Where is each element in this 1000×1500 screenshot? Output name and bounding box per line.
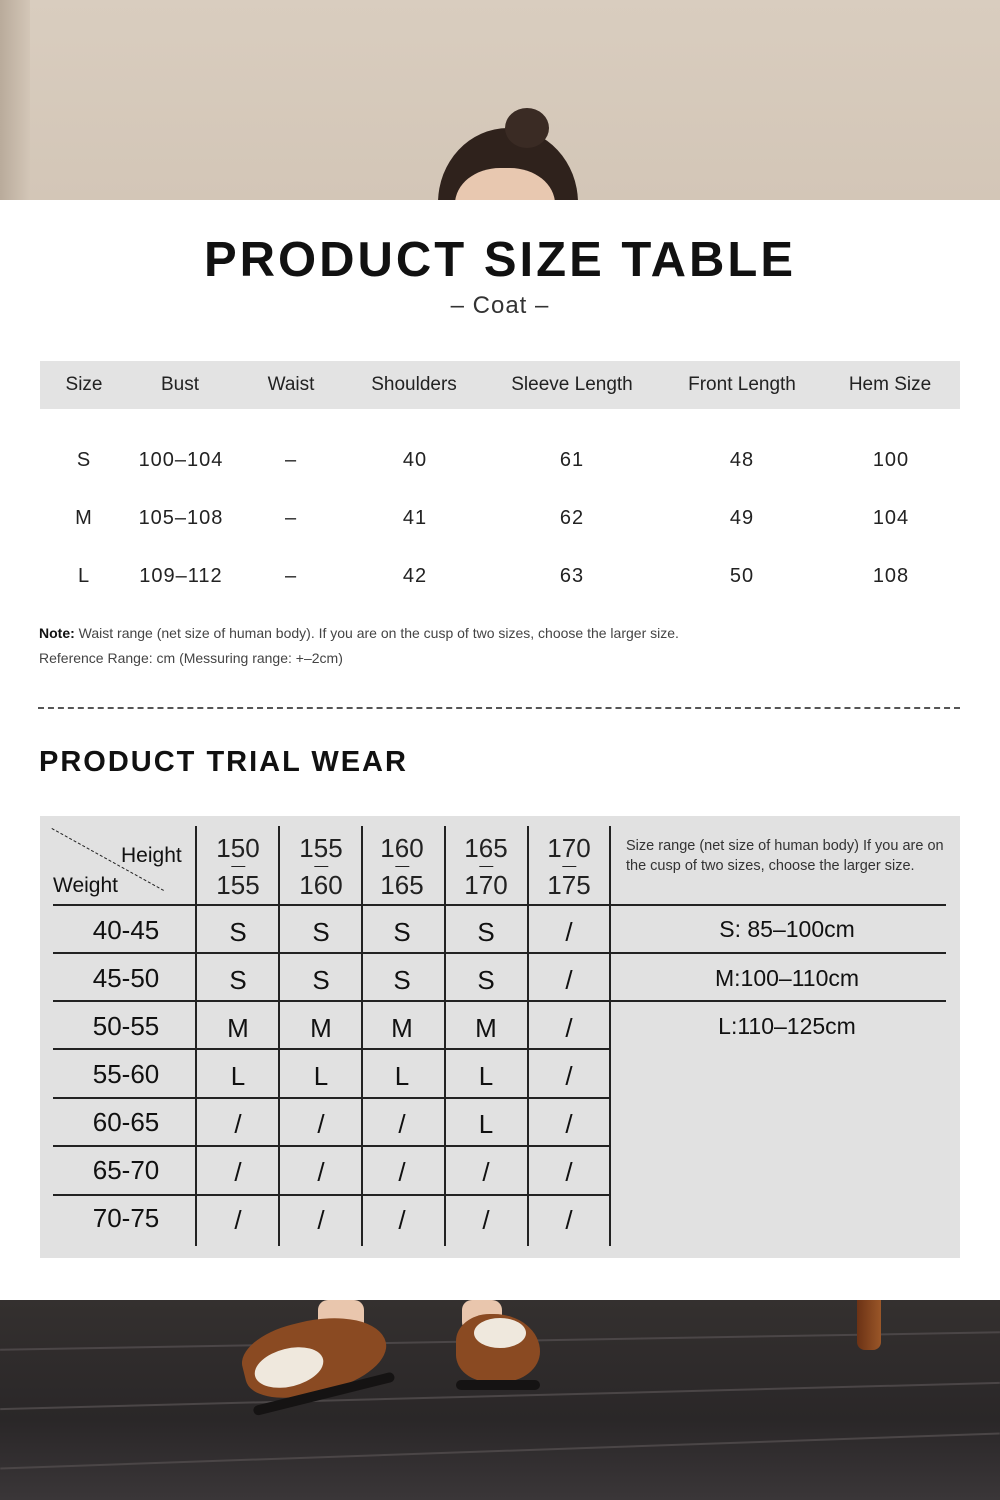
cell-hem-size: 108 [872,565,910,587]
size-cell: M [227,1013,249,1043]
header-front-length: Front Length [688,374,796,395]
grid-line [53,1048,610,1050]
cell-front-length: 50 [729,565,755,587]
size-cell: M [310,1013,332,1043]
cell-sleeve-length: 62 [559,507,585,529]
weight-label: 60-65 [92,1107,160,1137]
right-shoe [456,1314,540,1382]
height-bar [479,866,493,867]
size-cell: / [565,1109,573,1139]
grid-line [609,826,611,1246]
height-bottom: 170 [464,870,508,900]
note-text: Waist range (net size of human body). If you are on the cusp of two sizes, choose the larger size. [74,625,679,641]
weight-label: 40-45 [92,915,160,945]
range-s: S: 85–100cm [719,916,855,942]
size-cell: S [312,965,330,995]
height-header [547,830,590,904]
grid-line [53,904,946,906]
header-size: Size [65,374,103,395]
height-bottom: 165 [380,870,424,900]
trial-wear-title: PRODUCT TRIAL WEAR [39,746,408,778]
size-cell: / [565,1157,573,1187]
left-shoe [235,1304,393,1409]
top-photo [0,0,1000,200]
size-cell: S [312,917,330,947]
size-cell: L [394,1061,410,1091]
weight-label: 65-70 [92,1155,160,1185]
floor-plank [0,1433,999,1470]
corner-weight-label: Weight [53,874,118,897]
size-cell: / [482,1157,490,1187]
size-cell: M [391,1013,413,1043]
height-bar [314,866,328,867]
height-header [216,830,259,904]
header-waist: Waist [267,374,315,395]
reference-range: Reference Range: cm (Messuring range: +–2cm) [39,650,343,666]
size-cell: / [398,1157,406,1187]
cell-shoulders: 40 [402,449,428,471]
size-range-note: Size range (net size of human body) If you are on the cusp of two sizes, choose the larger size. [626,838,944,874]
height-bar [562,866,576,867]
note-label: Note: [39,625,75,641]
size-cell: / [565,917,573,947]
cell-waist: – [284,449,298,471]
table-row [0,556,1000,596]
height-bottom: 160 [299,870,343,900]
height-top: 160 [380,833,424,863]
size-cell: S [393,917,411,947]
table-row [0,498,1000,538]
size-cell: / [317,1205,325,1235]
height-top: 155 [299,833,343,863]
cell-size: L [77,565,91,587]
grid-line [53,1194,610,1196]
size-cell: / [482,1205,490,1235]
corner-height-label: Height [121,844,182,867]
size-cell: / [565,1205,573,1235]
grid-line [444,826,446,1246]
range-m: M:100–110cm [714,965,860,991]
size-cell: / [398,1109,406,1139]
size-cell: / [565,965,573,995]
cell-waist: – [284,507,298,529]
height-bottom: 155 [216,870,260,900]
header-shoulders: Shoulders [371,374,457,395]
model-hair-bun [505,108,549,148]
size-cell: / [398,1205,406,1235]
size-note [39,625,679,641]
grid-line [195,826,197,1246]
cell-sleeve-length: 61 [559,449,585,471]
grid-line [53,952,946,954]
size-cell: L [478,1061,494,1091]
header-bust: Bust [160,374,200,395]
page-subtitle: – Coat – [450,292,550,319]
range-l: L:110–125cm [718,1013,856,1039]
size-cell: S [477,917,495,947]
right-shoe-toe [474,1318,526,1348]
weight-label: 50-55 [92,1011,160,1041]
height-top: 170 [547,833,591,863]
size-cell: / [565,1013,573,1043]
grid-line [527,826,529,1246]
size-cell: / [565,1061,573,1091]
height-top: 165 [464,833,508,863]
section-divider [38,707,960,709]
weight-label: 70-75 [92,1203,160,1233]
height-header [464,830,507,904]
right-shoe-sole [456,1380,540,1390]
page-title: PRODUCT SIZE TABLE [203,233,797,287]
height-header [299,830,342,904]
wall-shadow [0,0,30,200]
size-table-header [40,361,960,409]
size-cell: S [477,965,495,995]
size-cell: L [478,1109,494,1139]
cell-bust: 100–104 [138,449,224,471]
grid-line [361,826,363,1246]
size-cell: / [234,1205,242,1235]
size-cell: S [229,917,247,947]
height-top: 150 [216,833,260,863]
trial-wear-table [40,816,960,1258]
cell-size: M [75,507,93,529]
cell-bust: 105–108 [138,507,224,529]
height-bottom: 175 [547,870,591,900]
size-cell: S [393,965,411,995]
cell-waist: – [284,565,298,587]
size-cell: / [317,1157,325,1187]
weight-label: 55-60 [92,1059,160,1089]
cell-shoulders: 42 [402,565,428,587]
size-cell: M [475,1013,497,1043]
size-cell: S [229,965,247,995]
size-cell: / [317,1109,325,1139]
left-shoe-toe [250,1341,327,1395]
bottom-photo [0,1300,1000,1500]
cell-shoulders: 41 [402,507,428,529]
grid-line [53,1000,946,1002]
grid-line [278,826,280,1246]
cell-size: S [76,449,92,471]
chair-leg [857,1300,881,1350]
grid-line [53,1145,610,1147]
header-hem-size: Hem Size [848,374,932,395]
grid-line [53,1097,610,1099]
header-sleeve-length: Sleeve Length [511,374,633,395]
size-cell: / [234,1157,242,1187]
table-row [0,440,1000,480]
cell-front-length: 49 [729,507,755,529]
height-bar [395,866,409,867]
weight-label: 45-50 [92,963,160,993]
height-bar [231,866,245,867]
cell-sleeve-length: 63 [559,565,585,587]
cell-bust: 109–112 [139,565,223,587]
cell-front-length: 48 [729,449,755,471]
height-header [380,830,423,904]
cell-hem-size: 100 [872,449,910,471]
size-cell: / [234,1109,242,1139]
size-cell: L [230,1061,246,1091]
size-cell: L [313,1061,329,1091]
cell-hem-size: 104 [872,507,910,529]
